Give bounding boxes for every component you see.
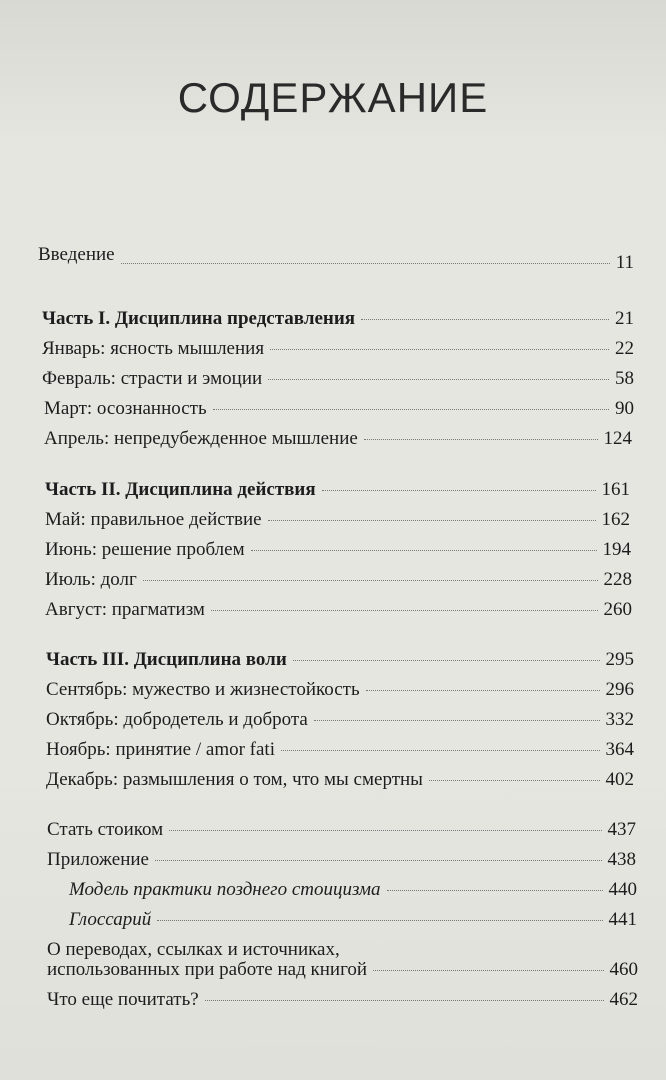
dot-leader xyxy=(387,890,603,891)
toc-entry-introduction xyxy=(38,240,634,273)
toc-entry-page: 438 xyxy=(607,849,636,870)
dot-leader xyxy=(169,830,601,831)
toc-entry-september xyxy=(46,675,634,705)
dot-leader xyxy=(361,319,609,320)
toc-entry-page: 440 xyxy=(608,879,637,900)
toc-entry-label: Апрель: непредубежденное мышление xyxy=(44,428,358,449)
toc-entry-label: Что еще почитать? xyxy=(47,989,199,1010)
toc-entry-page: 332 xyxy=(605,709,634,730)
toc-entry-june xyxy=(45,535,631,565)
dot-leader xyxy=(281,750,600,751)
page-title: СОДЕРЖАНИЕ xyxy=(177,74,489,121)
toc-entry-label: Приложение xyxy=(47,849,149,870)
toc-entry-appendix xyxy=(47,845,636,875)
dot-leader xyxy=(268,520,596,521)
toc-entry-page: 11 xyxy=(615,252,634,273)
toc-entry-january xyxy=(42,334,634,364)
toc-entry-december xyxy=(46,765,634,795)
toc-entry-label: Стать стоиком xyxy=(47,819,164,840)
toc-entry-april xyxy=(44,424,632,454)
toc-entry-part-3 xyxy=(46,645,634,675)
dot-leader xyxy=(270,349,609,350)
dot-leader xyxy=(211,610,598,611)
toc-entry-label: Февраль: страсти и эмоции xyxy=(42,368,263,389)
toc-entry-label: Январь: ясность мышления xyxy=(42,338,265,359)
toc-entry-label: Ноябрь: принятие / amor fati xyxy=(46,739,275,760)
dot-leader xyxy=(293,660,600,661)
toc-entry-page: 21 xyxy=(615,308,634,329)
toc-entry-label: Часть II. Дисциплина действия xyxy=(45,479,316,500)
dot-leader xyxy=(157,920,602,921)
toc-entry-july xyxy=(45,565,632,595)
toc-entry-label: Октябрь: добродетель и доброта xyxy=(46,709,308,730)
toc-entry-label: Введение xyxy=(38,244,115,265)
toc-entry-march xyxy=(44,394,634,424)
toc-entry-translations xyxy=(47,955,638,985)
dot-leader xyxy=(268,379,609,380)
toc-entry-label: Июнь: решение проблем xyxy=(45,539,245,560)
toc-entry-page: 194 xyxy=(602,539,631,560)
toc-entry-label: Май: правильное действие xyxy=(45,509,262,530)
toc-entry-page: 58 xyxy=(615,368,634,389)
toc-entry-page: 162 xyxy=(601,509,630,530)
toc-entry-label: использованных при работе над книгой xyxy=(47,959,368,980)
toc-entry-label: Март: осознанность xyxy=(44,398,207,419)
toc-entry-may xyxy=(45,505,630,535)
toc-entry-october xyxy=(46,705,634,735)
toc-entry-page: 228 xyxy=(603,569,632,590)
toc-entry-page: 90 xyxy=(615,398,634,419)
toc-entry-february xyxy=(42,364,634,394)
toc-entry-label: Глоссарий xyxy=(69,909,152,930)
toc-entry-page: 364 xyxy=(605,739,634,760)
dot-leader xyxy=(121,263,610,264)
dot-leader xyxy=(314,720,600,721)
toc-entry-label: Июль: долг xyxy=(45,569,137,590)
toc-entry-november xyxy=(46,735,634,765)
toc-entry-label: Часть I. Дисциплина представления xyxy=(42,308,356,329)
dot-leader xyxy=(322,490,596,491)
toc-entry-label: Август: прагматизм xyxy=(45,599,205,620)
toc-entry-page: 437 xyxy=(607,819,636,840)
toc-entry-translations-line1: О переводах, ссылках и источниках, xyxy=(47,939,340,960)
toc-entry-page: 22 xyxy=(615,338,634,359)
toc-entry-become-stoic xyxy=(47,815,636,845)
toc-entry-label: Декабрь: размышления о том, что мы смертны xyxy=(46,769,423,790)
toc-entry-page: 161 xyxy=(601,479,630,500)
toc-entry-label: Сентябрь: мужество и жизнестойкость xyxy=(46,679,360,700)
toc-entry-august xyxy=(45,595,632,625)
toc-entry-label: Часть III. Дисциплина воли xyxy=(46,649,287,670)
dot-leader xyxy=(205,1000,604,1001)
toc-entry-page: 441 xyxy=(608,909,637,930)
toc-entry-page: 295 xyxy=(605,649,634,670)
toc-entry-page: 260 xyxy=(603,599,632,620)
toc-entry-page: 124 xyxy=(603,428,632,449)
dot-leader xyxy=(213,409,609,410)
dot-leader xyxy=(251,550,597,551)
toc-entry-further-reading xyxy=(47,985,638,1015)
toc-entry-glossary xyxy=(69,905,637,935)
toc-entry-page: 296 xyxy=(605,679,634,700)
toc-entry-part-1 xyxy=(42,304,634,334)
toc-entry-page: 460 xyxy=(609,959,638,980)
dot-leader xyxy=(373,970,603,971)
dot-leader xyxy=(366,690,600,691)
dot-leader xyxy=(155,860,602,861)
dot-leader xyxy=(429,780,600,781)
toc-entry-part-2 xyxy=(45,475,630,505)
dot-leader xyxy=(364,439,598,440)
toc-entry-label: Модель практики позднего стоицизма xyxy=(69,879,381,900)
toc-entry-page: 462 xyxy=(609,989,638,1010)
dot-leader xyxy=(143,580,598,581)
toc-entry-page: 402 xyxy=(605,769,634,790)
toc-entry-practice-model xyxy=(69,875,637,905)
